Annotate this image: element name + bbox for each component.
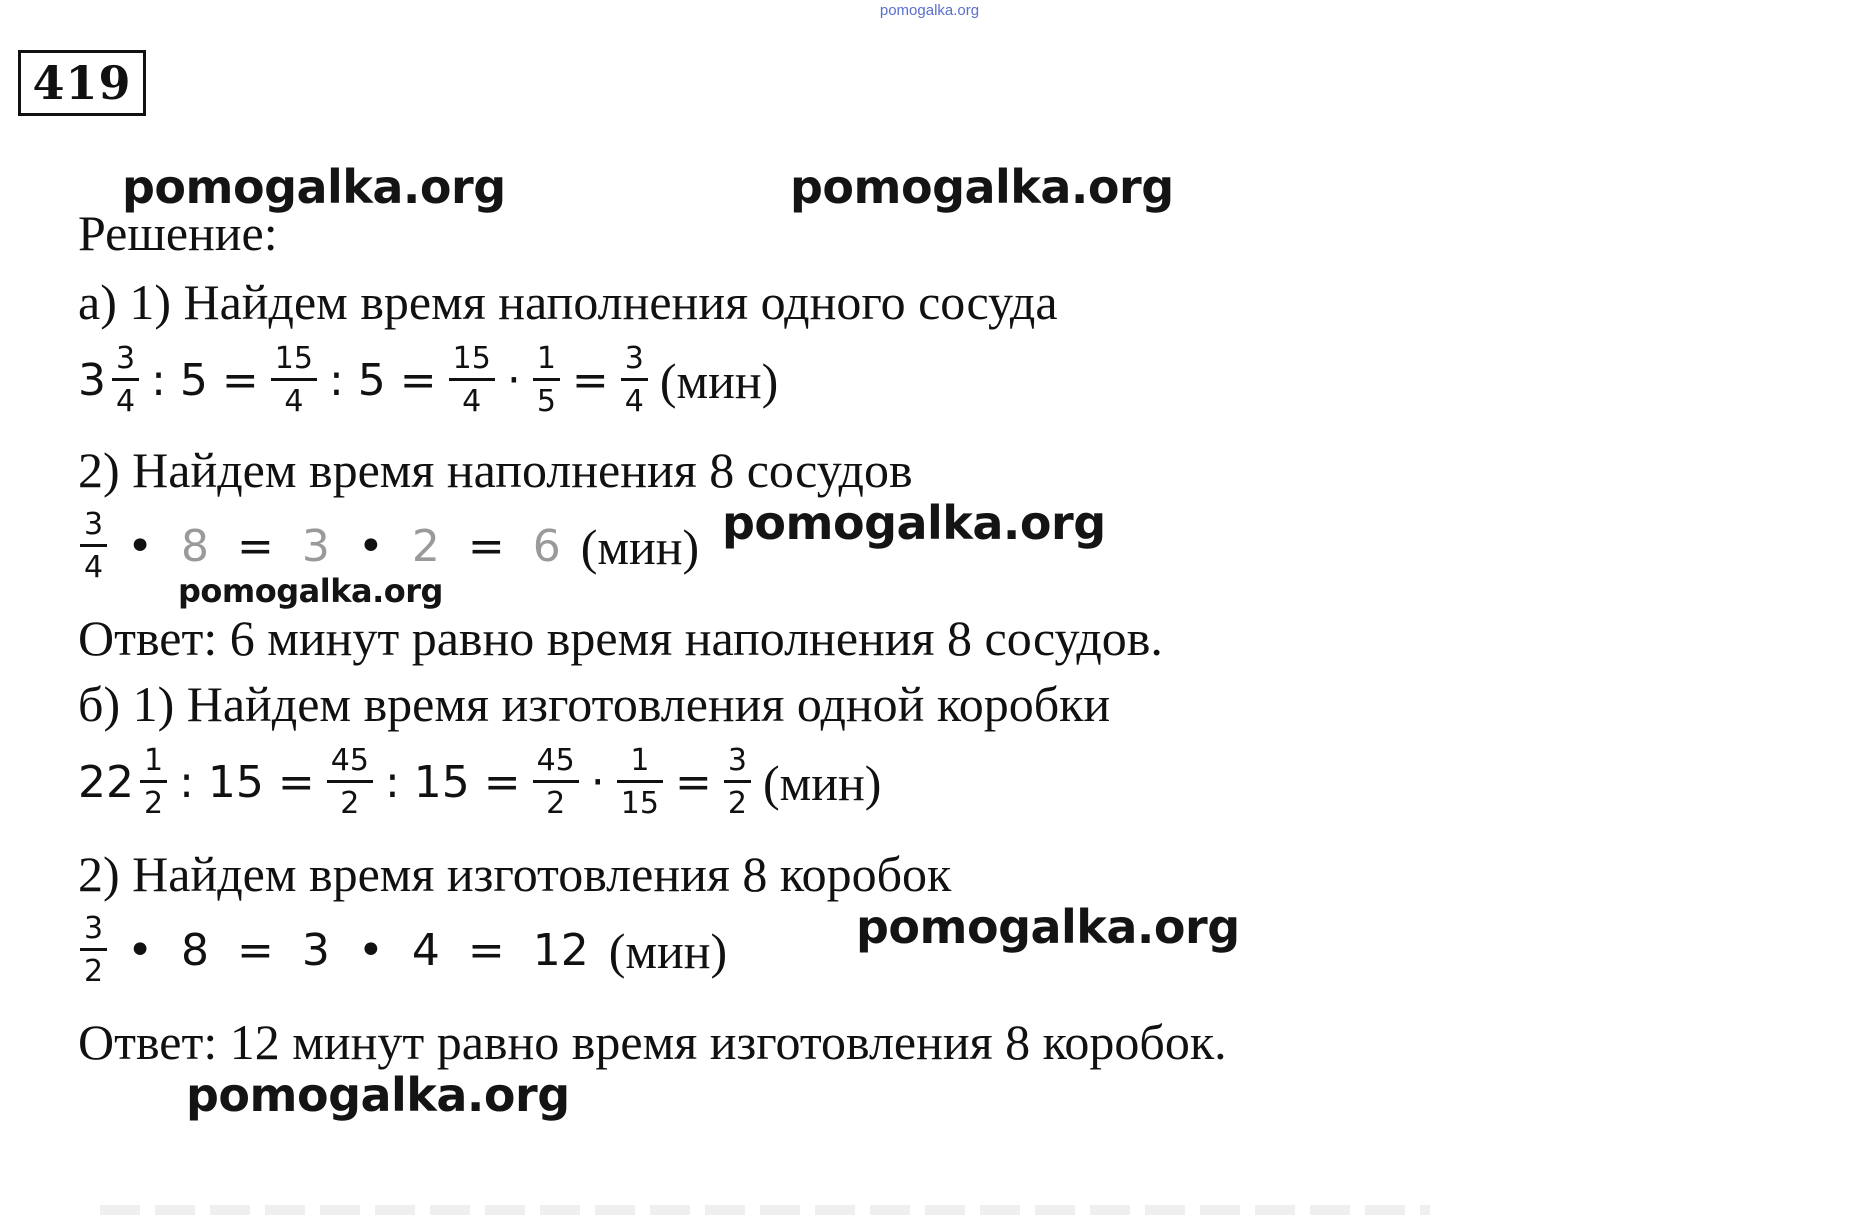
operator: · [506, 355, 521, 406]
unit: (мин) [608, 922, 728, 979]
part-b-step2: 2) Найдем время изготовления 8 коробок [78, 846, 952, 902]
site-watermark-top: pomogalka.org [879, 2, 980, 19]
operator: • [127, 521, 154, 572]
part-a-answer: Ответ: 6 минут равно время наполнения 8 сосудов. [78, 610, 1163, 666]
number: 3 [301, 925, 330, 976]
fraction: $\frac{3}{2}$ [80, 912, 107, 989]
operator: = [674, 757, 712, 808]
number: 12 [532, 925, 589, 976]
faded-text-remnant [100, 1205, 1430, 1215]
fraction: $\frac{45}{2}$ [533, 744, 579, 821]
fraction: $\frac{45}{2}$ [327, 744, 373, 821]
operator: : 15 = [384, 757, 521, 808]
watermark: pomogalka.org [178, 572, 443, 610]
part-b-answer: Ответ: 12 минут равно время изготовления 8 коробок. [78, 1014, 1227, 1070]
part-b-step1: б) 1) Найдем время изготовления одной коробки [78, 676, 1111, 732]
operator: : 5 = [328, 355, 437, 406]
number: 8 [181, 521, 210, 572]
operator: = [237, 925, 274, 976]
fraction: $\frac{1}{15}$ [617, 744, 663, 821]
solution-heading: Решение: [78, 205, 278, 261]
fraction: $\frac{1}{5}$ [533, 342, 560, 419]
watermark: pomogalka.org [122, 160, 506, 214]
fraction: $\frac{3}{4}$ [80, 508, 107, 585]
number: 4 [411, 925, 440, 976]
number: 3 [301, 521, 330, 572]
operator: : 5 = [151, 355, 259, 406]
operator: • [357, 521, 384, 572]
number: 8 [181, 925, 210, 976]
part-a-step2: 2) Найдем время наполнения 8 сосудов [78, 442, 913, 498]
operator: = [571, 355, 609, 406]
fraction: $\frac{3}{4}$ [112, 342, 139, 419]
operator: : 15 = [179, 757, 315, 808]
fraction: $\frac{15}{4}$ [449, 342, 495, 419]
operator: = [467, 521, 505, 572]
fraction: $\frac{15}{4}$ [271, 342, 317, 419]
unit: (мин) [580, 518, 700, 575]
operator: • [357, 925, 384, 976]
whole-number: 3 [78, 355, 106, 406]
whole-number: 22 [78, 757, 134, 808]
fraction: $\frac{3}{2}$ [724, 744, 751, 821]
part-a-step1: а) 1) Найдем время наполнения одного сосуда [78, 274, 1058, 330]
watermark: pomogalka.org [722, 496, 1106, 550]
operator: · [590, 757, 605, 808]
operator: = [467, 925, 505, 976]
operator: = [237, 521, 274, 572]
unit: (мин) [659, 352, 779, 409]
watermark: pomogalka.org [856, 900, 1240, 954]
fraction: $\frac{3}{4}$ [621, 342, 648, 419]
operator: • [127, 925, 154, 976]
fraction: $\frac{1}{2}$ [140, 744, 167, 821]
part-a-calc1 [78, 342, 778, 419]
part-a-calc2 [74, 508, 699, 585]
watermark: pomogalka.org [790, 160, 1174, 214]
unit: (мин) [762, 754, 882, 811]
part-b-calc2 [74, 912, 727, 989]
number: 6 [532, 521, 561, 572]
problem-number: 419 [18, 50, 146, 116]
watermark: pomogalka.org [186, 1068, 570, 1122]
number: 2 [411, 521, 440, 572]
part-b-calc1 [78, 744, 881, 821]
